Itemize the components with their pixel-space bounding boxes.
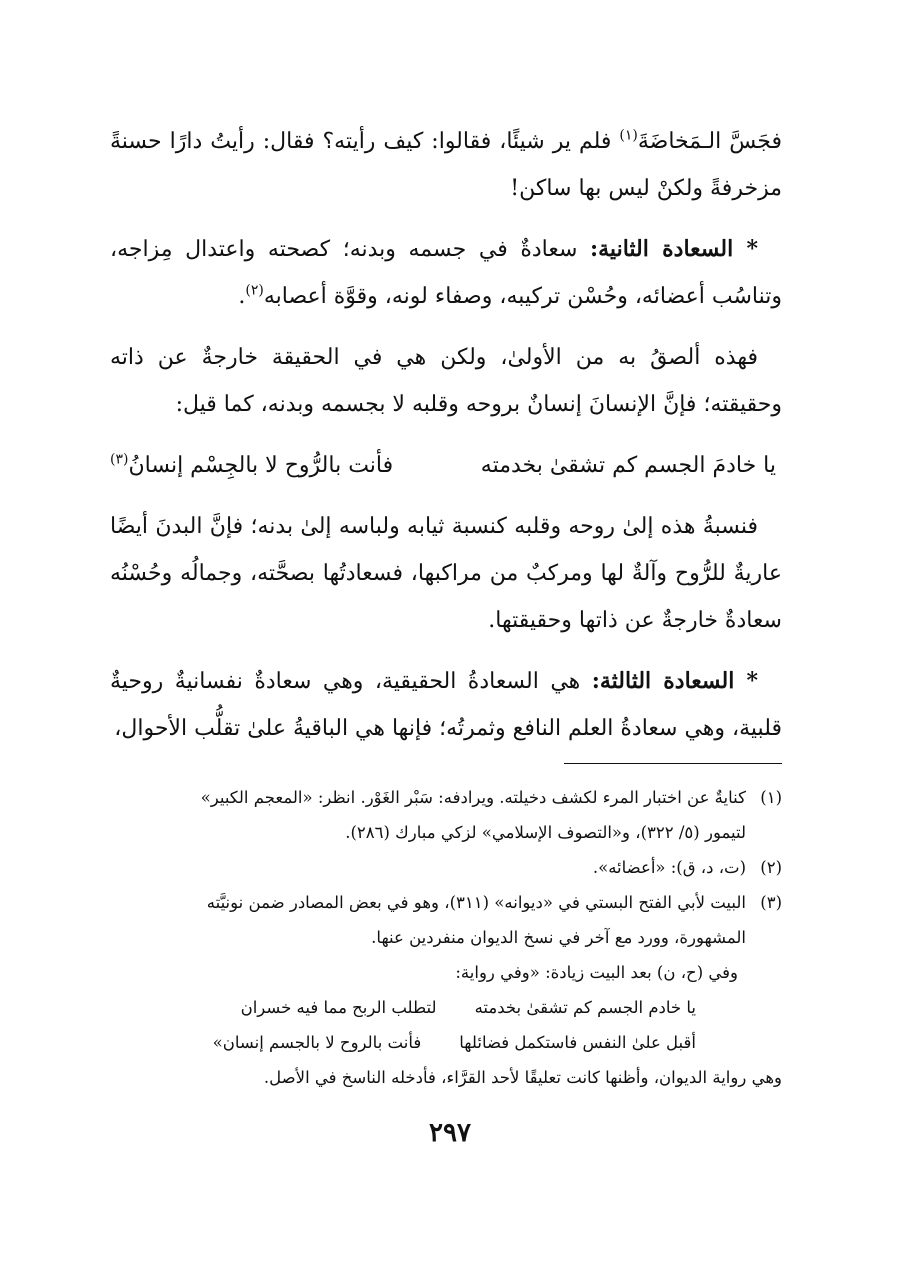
poem-verse [110,442,782,489]
footnote-body [110,850,746,885]
paragraph-4: فنسبةُ هذه إلىٰ روحه وقلبه كنسبة ثيابه ولباسه إلىٰ بدنه؛ فإنَّ البدنَ أيضًا عاريةٌ للرُّوح وآلةٌ لها ومركبٌ من مراكبها، فسعادتُها بصحَّته، وجمالُه وحُسْنُه سعادةٌ خارجةٌ عن ذاتها وحقيقتها. [110,514,782,633]
text-run: فجَسَّ الـمَخاضَةَ [637,129,782,154]
text-run: فأنت بالرُّوح لا بالجِسْم إنسانُ [128,453,394,478]
verse-second-hemistich [110,442,393,489]
footnote-verse [110,990,746,1025]
paragraph-2 [110,226,782,320]
main-text [110,118,782,766]
paragraph-3: فهذه ألصقُ به من الأولىٰ، ولكن هي في الحقيقة خارجةٌ عن ذاته وحقيقته؛ فإنَّ الإنسانَ إنسانٌ بروحه وقلبه لا بجسمه وبدنه، كما قيل: [110,345,782,417]
footnote-number: (٢) [760,858,782,877]
paragraph-1 [110,118,782,212]
footnote-3 [110,885,782,1060]
footnote-ref-1[interactable]: (١) [619,127,638,144]
verse-first-hemistich: أقبل علىٰ النفس فاستكمل فضائلها [459,1033,696,1052]
footnote-body [110,780,746,850]
footnotes [110,780,782,1095]
footnote-number: (٣) [760,893,782,912]
footnote-line: وفي (ح، ن) بعد البيت زيادة: «وفي رواية: [455,963,738,982]
paragraph-5 [110,658,782,752]
footnote-line: البيت لأبي الفتح البستي في «ديوانه» (٣١١)، وهو في بعض المصادر ضمن نونيَّته [206,893,746,912]
text-run: سعادةٌ في جسمه وبدنه؛ كصحته واعتدال مِزاجه، وتناسُب أعضائه، وحُسْن تركيبه، وصفاء لونه، وقوَّة أعصابه [110,237,782,309]
footnote-line: كنايةٌ عن اختبار المرء لكشف دخيلته. ويرادفه: سَبْر الغَوْر. انظر: «المعجم الكبير» [200,788,746,807]
text-run: هي السعادةُ الحقيقية، وهي سعادةٌ نفسانيةٌ روحيةٌ قلبية، وهي سعادةُ العلم النافع وثمرتُه؛ فإنها هي الباقيةُ علىٰ تقلُّب الأحوال، [110,669,782,741]
footnote-body [110,885,746,1060]
footnote-divider [564,763,782,764]
footnote-ref-2[interactable]: (٢) [245,282,264,299]
footnote-line: لتيمور (٥/ ٣٢٢)، و«التصوف الإسلامي» لزكي مبارك (٢٨٦). [345,823,746,842]
footnote-line: المشهورة، وورد مع آخر في نسخ الديوان منفردين عنها. [371,928,746,947]
footnote-closing-line: وهي رواية الديوان، وأظنها كانت تعليقًا لأحد القرَّاء، فأدخله الناسخ في الأصل. [263,1068,782,1087]
footnote-line: (ت، د، ق): «أعضائه». [592,858,746,877]
text-run: فلم ير شيئًا، فقالوا: كيف رأيته؟ فقال: رأيتُ دارًا حسنةً مزخرفةً ولكنْ ليس بها ساكن! [110,129,782,201]
section-heading-second: * السعادة الثانية: [590,236,758,262]
footnote-1 [110,780,782,850]
verse-second-hemistich: فأنت بالروح لا بالجسم إنسان» [212,1033,422,1052]
footnote-2 [110,850,782,885]
footnote-verse [110,1025,746,1060]
page-number: ٢٩٧ [429,1118,471,1148]
section-heading-third: * السعادة الثالثة: [591,668,758,694]
verse-second-hemistich: لتطلب الربح مما فيه خسران [240,998,437,1017]
footnote-ref-3[interactable]: (٣) [110,451,129,468]
verse-first-hemistich: يا خادمَ الجسم كم تشقىٰ بخدمته [480,453,776,478]
verse-first-hemistich: يا خادم الجسم كم تشقىٰ بخدمته [474,998,696,1017]
text-run: . [238,284,246,309]
footnote-number: (١) [760,788,782,807]
